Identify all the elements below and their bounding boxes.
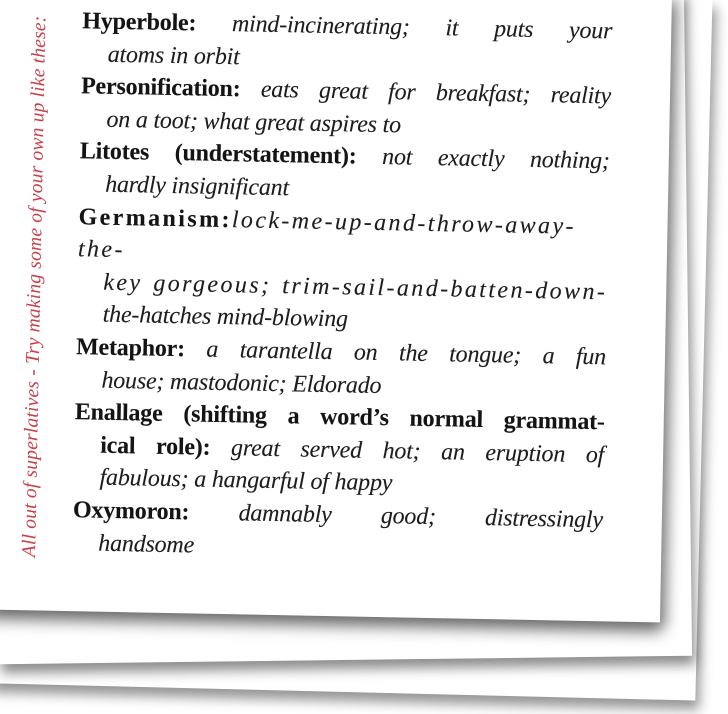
example-text: hardly insignificant: [104, 171, 290, 202]
term-label: Metaphor:: [75, 334, 207, 363]
example-text: fabulous; a hangarful of happy: [99, 464, 393, 497]
term-label: Hyperbole:: [82, 8, 233, 38]
term-entry: [76, 201, 608, 342]
example-text: damnably good; distressingly: [238, 500, 604, 534]
term-label: Personification:: [80, 73, 262, 103]
example-text: eats great for breakfast; reality: [260, 76, 612, 110]
term-entry: [79, 136, 610, 211]
rhetoric-term-list: [72, 5, 613, 569]
term-label: Enallage (shifting a word’s normal grammat-: [74, 399, 605, 436]
example-text: the-hatches mind-blowing: [102, 302, 349, 333]
term-label: ical role):: [99, 432, 232, 461]
margin-annotation: All out of superlatives - Try making some of your own up like these:: [19, 15, 51, 558]
term-label: Germanism:: [78, 203, 233, 233]
text-line: [78, 201, 609, 276]
example-text: not exactly nothing;: [381, 144, 610, 175]
term-entry: [81, 5, 612, 80]
term-entry: [72, 494, 603, 569]
example-text: atoms in orbit: [107, 41, 240, 70]
term-entry: [75, 331, 606, 406]
term-entry: [80, 70, 611, 145]
example-text: handsome: [98, 530, 195, 558]
example-text: mind-incinerating; it puts your: [231, 11, 613, 45]
example-text: on a toot; what great aspires to: [106, 106, 402, 139]
term-label: Oxymoron:: [72, 497, 239, 527]
example-text: great served hot; an eruption of: [230, 434, 605, 469]
example-text: lock-me-up-and-throw-away-the-: [77, 206, 577, 264]
term-entry: [73, 396, 605, 504]
example-text: a tarantella on the tongue; a fun: [206, 336, 607, 371]
example-text: house; mastodonic; Eldorado: [101, 367, 382, 399]
term-label: Litotes (understatement):: [79, 138, 383, 171]
example-text: key gorgeous; trim-sail-and-batten-down-: [103, 269, 608, 306]
